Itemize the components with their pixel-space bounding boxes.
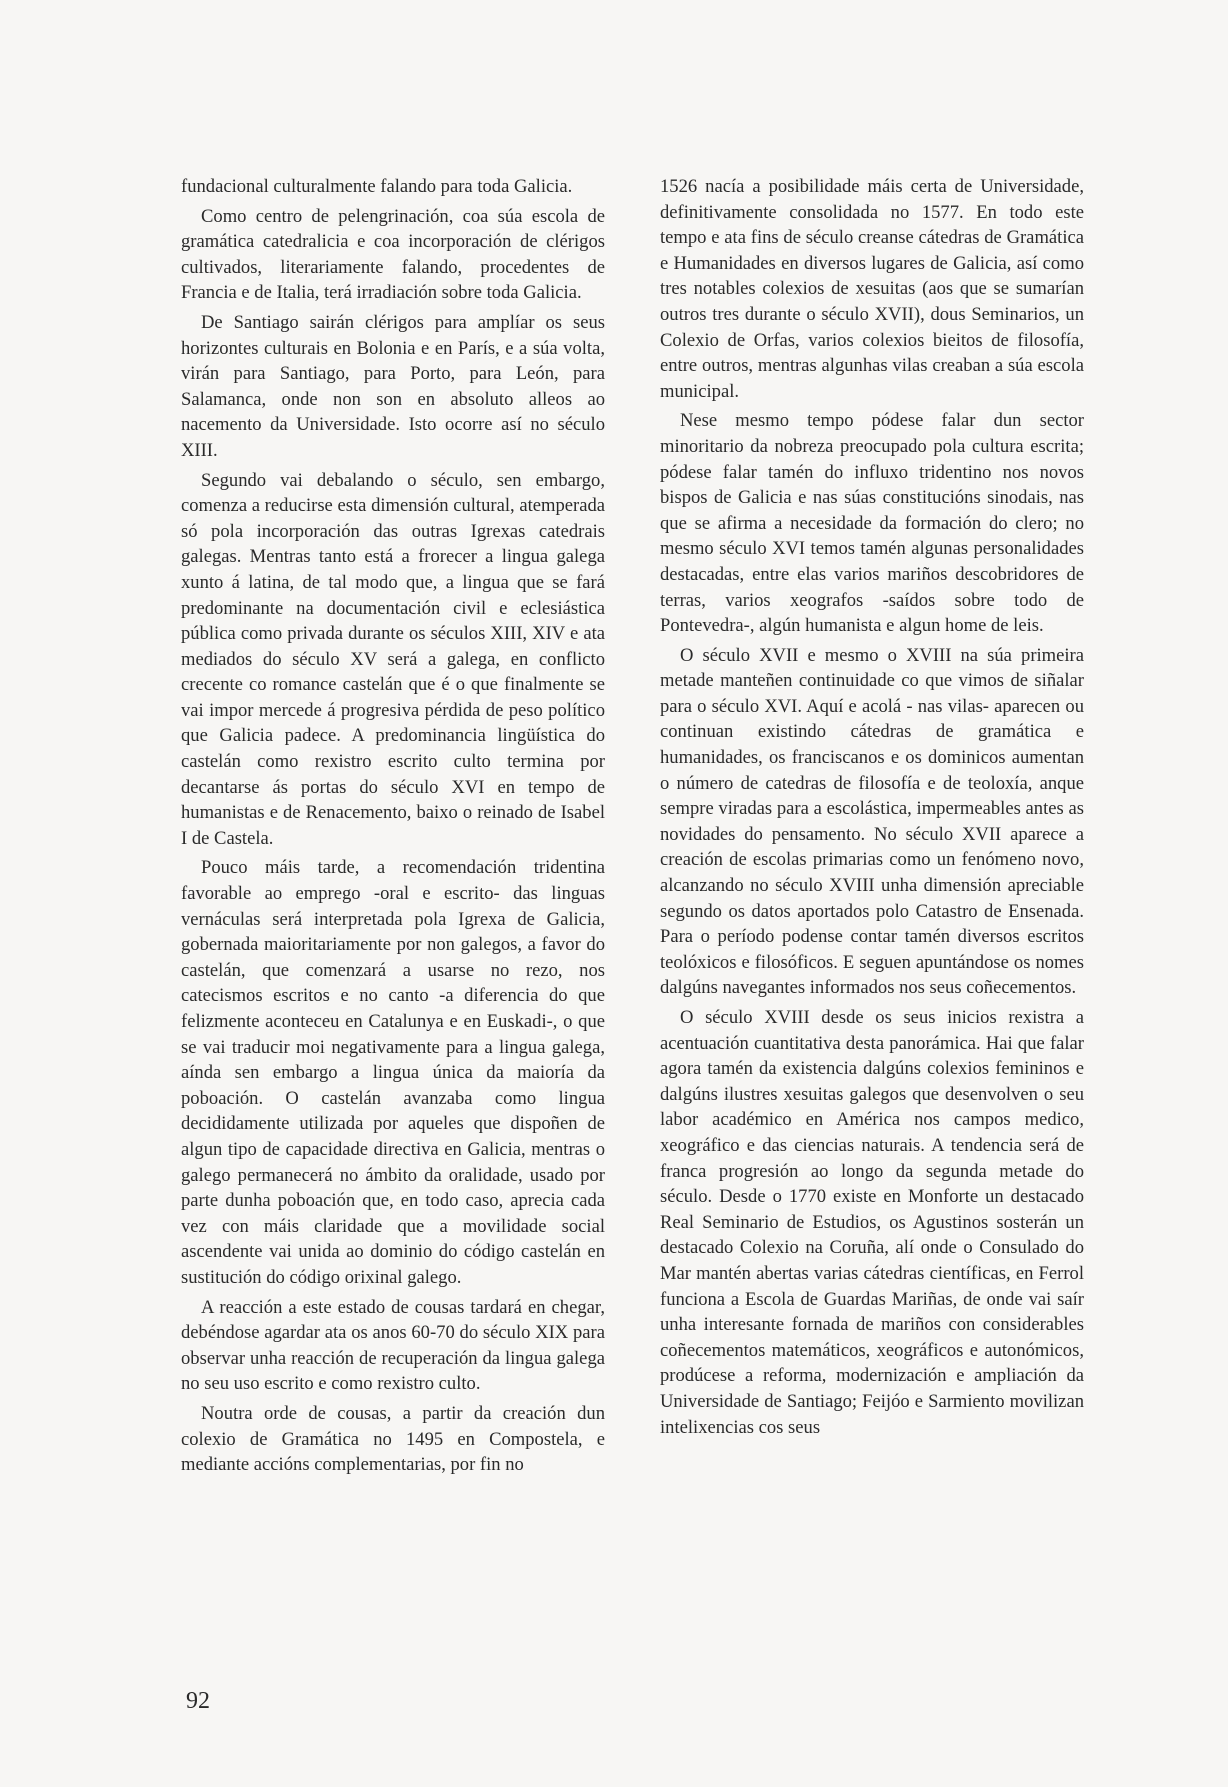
paragraph: De Santiago sairán clérigos para amplíar os seus horizontes culturais en Bolonia e en París, e a súa volta, virán para Santiago, para Porto, para León, para Salamanca, onde non son en absoluto alleos ao nacemento da Universidade. Isto ocorre así no século XIII.	[181, 311, 605, 461]
paragraph: Pouco máis tarde, a recomendación tridentina favorable ao emprego -oral e escrito- das linguas vernáculas será interpretada pola Igrexa de Galicia, gobernada maioritariamente por non galegos, a favor do castelán, que comenzará a usarse no rezo, nos catecismos escritos e no canto -a diferencia do que felizmente aconteceu en Catalunya e en Euskadi-, o que se vai traducir moi negativamente para a lingua galega, aínda sen embargo a lingua única da maioría da poboación. O castelán avanzaba como lingua decididamente utilizada por aqueles que dispoñen de algun tipo de capacidade directiva en Galicia, mentras o galego permanecerá no ámbito da oralidade, usado por parte dunha poboación que, en todo caso, aprecia cada vez con máis claridade que a movilidade social ascendente vai unida ao dominio do código castelán en sustitución do código orixinal galego.	[181, 857, 605, 1288]
paragraph: 1526 nacía a posibilidade máis certa de Universidade, definitivamente consolidada no 1577. En todo este tempo e ata fins de século creanse cátedras de Gramática e Humanidades en diversos lugares de Galicia, así como tres notables colexios de xesuitas (aos que se sumarían outros tres durante o século XVII), dous Seminarios, un Colexio de Orfas, varios colexios bieitos de filosofía, entre outros, mentras algunhas vilas creaban a súa escola municipal.	[660, 176, 1084, 402]
right-text-column	[660, 174, 1084, 1444]
paragraph: Noutra orde de cousas, a partir da creación dun colexio de Gramática no 1495 en Compostela, e mediante accións complementarias, por fin no	[181, 1402, 605, 1476]
paragraph: Nese mesmo tempo pódese falar dun sector minoritario da nobreza preocupado pola cultura escrita; pódese falar tamén do influxo tridentino nos novos bispos de Galicia e nas súas constitucións sinodais, nas que se afirma a necesidade da formación do clero; no mesmo século XVI temos tamén algunas personalidades destacadas, entre elas varios mariños descobridores de terras, varios xeografos -saídos sobre todo de Pontevedra-, algún humanista e algun home de leis.	[660, 410, 1084, 637]
paragraph: O século XVIII desde os seus inicios rexistra a acentuación cuantitativa desta panorámica. Hai que falar agora tamén da existencia dalgúns colexios femininos e dalgúns ilustres xesuitas galegos que desenvolven o seu labor académico en América nos campos medico, xeográfico e das ciencias naturais. A tendencia será de franca progresión ao longo da segunda metade do século. Desde o 1770 existe en Monforte un destacado Real Seminario de Estudios, os Agustinos sosterán un destacado Colexio na Coruña, alí onde o Consulado do Mar mantén abertas varias cátedras científicas, en Ferrol funciona a Escola de Guardas Mariñas, de onde vai saír unha interesante fornada de mariños con considerables coñecementos matemáticos, xeográficos e autonómicos, prodúcese a reforma, modernización e ampliación da Universidade de Santiago; Feijóo e Sarmiento movilizan intelixencias cos seus	[660, 1007, 1084, 1438]
paragraph: Como centro de pelengrinación, coa súa escola de gramática catedralicia e coa incorporación de clérigos cultivados, literariamente falando, procedentes de Francia e de Italia, terá irradiación sobre toda Galicia.	[181, 205, 605, 304]
paragraph: O século XVII e mesmo o XVIII na súa primeira metade manteñen continuidade co que vimos de siñalar para o século XVI. Aquí e acolá - nas vilas- aparecen ou continuan existindo cátedras de gramática e humanidades, os franciscanos e os dominicos aumentan o número de catedras de filosofía e de teoloxía, anque sempre viradas para a escolástica, impermeables antes as novidades do pensamento. No século XVII aparece a creación de escolas primarias como un fenómeno novo, alcanzando no século XVIII unha dimensión apreciable segundo os datos aportados polo Catastro de Ensenada. Para o período podense contar tamén diversos escritos teolóxicos e filosóficos. E seguen apuntándose os nomes dalgúns navegantes informados nos seus coñecementos.	[660, 644, 1084, 999]
left-text-column	[181, 174, 605, 1482]
page-number: 92	[186, 1688, 210, 1714]
paragraph: Segundo vai debalando o século, sen embargo, comenza a reducirse esta dimensión cultural, atemperada só pola incorporación das outras Igrexas catedrais galegas. Mentras tanto está a frorecer a lingua galega xunto á latina, de tal modo que, a lingua que se fará predominante na documentación civil e eclesiástica pública como privada durante os séculos XIII, XIV e ata mediados do século XV será a galega, en conflicto crecente co romance castelán que é o que finalmente se vai impor mercede á progresiva pérdida de peso político que Galicia padece. A predominancia lingüística do castelán como rexistro escrito culto termina por decantarse ás portas do século XVI en tempo de humanistas e de Renacemento, baixo o reinado de Isabel I de Castela.	[181, 469, 605, 849]
paragraph: fundacional culturalmente falando para toda Galicia.	[181, 176, 573, 197]
paragraph: A reacción a este estado de cousas tardará en chegar, debéndose agardar ata os anos 60-70 do século XIX para observar unha reacción de recuperación da lingua galega no seu uso escrito e como rexistro culto.	[181, 1296, 605, 1395]
